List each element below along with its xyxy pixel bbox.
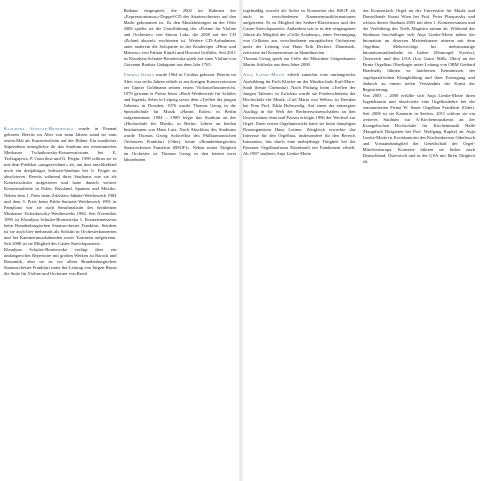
- person-name-klaudyna: Klaudyna Schulze-Broniewska: [4, 126, 74, 131]
- paragraph: regelmäßig sowohl als Solist in Konzerten des BSOF als auch in verschiedenen Kammermusikformationen aufgetreten. Er ist Mitglied des Seibert-Klaviertrios und des Caster-Streichquartetts. Außerdem war er in den vergangenen Jahren als Mitglied der »Cello-Academy«, einer Vereinigung von Cellisten aus verschiedenen europäischen Orchestern unter der Leitung von Hans Erik Deckert, Dänemark, zeitweise auf Konzertreisen in Skandinavien.: [243, 8, 356, 56]
- paragraph-text: erhielt zunächst eine umfangreiche Ausbildung im Fach Klavier an der Musikschule Karl-Marx-Stadt (heute Chemnitz). Nach Prüfung beim »Treffen der Jungen Talente« in Zwickau wurde sie Förderschülerin der Hochschule für Musik »Carl Maria von Weber« in Dresden bei Frau Prof. Edda Hohrwedig. Auf einen der entsorgten Ausflug in die Welt der Rechnerwissenschaften an den Universitäten Jena und Passau erfolgte 1996 der Wechsel zur Orgel. Ihren ersten Orgelunterricht hatte sie beim damaligen Domorganisten Hans Leitner. Zeitgleich erwachte das Interesse für den Orgelbau, insbesondere für den Bereich Intonation, das durch eine mehrjährige Tätigkeit bei der Passauer Orgelbaufirma Eisenbarth ein Fundament erhielt. Ab 1997 studierte Anja Lieske-Motte: [243, 72, 356, 157]
- bio-paragraph-anja: [243, 72, 356, 157]
- column-4: [363, 4, 476, 481]
- column-1: [4, 4, 117, 481]
- column-3: [243, 4, 356, 481]
- paragraph: Thomas Georg spielt ein Cello der Münchner Geigenbauers Martin Schleske aus dem Jahre 2008.: [243, 56, 356, 68]
- paragraph-text: wurde in Poznań geboren. Bereits im Alter von neun Jahren stand sie zum ersten Mal als Konzertsolistin auf der Bühne. Ein staatliches Stipendium ermöglichte ihr das Studium am renommierten Moskauer Tschaikowsky-Konservatorium bei E. Tschugajewa, P. Gawrilow und G. Feigin. 1990 schloss sie es mit dem Prädikat »ausgezeichnet« ab, um dort anschließend noch ein dreijähriges Solisten-Studium bei G. Feigin zu absolvieren. Bereits während ihres Studiums war sie als Konzertsolistin aufgetreten und hatte danach weitere Konzertauftritte in Polen, Russland, Spanien und Mexiko. Neben dem 1. Preis beim Zdzislaw-Jahnke-Wettbewerb 1984 und dem 3. Preis beim Pablo-Sarasate-Wettbewerb 1991 in Pamplona war sie auch Semifinalistin des berühmten Moskauer Tschaikowsky-Wettbewerbs 1994. Seit November 1995 ist Klaudyna Schulze-Broniewska 1. Konzertmeisterin beim Brandenburgischen Staatsorchester Frankfurt. Seitdem ist sie auch hier mehrmals als Solistin in Orchesterkonzerten und bei Kammermusikabenden sowie Tourneen aufgetreten. Seit 2008 ist sie Mitglied des Caster-Streichquartetts.: [4, 126, 117, 246]
- paragraph: Von 2003 – 2008 erfüllte sich Anja Lieske-Motte ihren Jugendtraum und absolvierte eine Orgelbaulehre bei der renommierten Firma W. Sauer Orgelbau Frankfurt (Oder). Seit 2008 ist sie Kantorin in Seelow. 2011 schloss sie ein weiteres Studium zur A-Kirchenmusikerin an der Evangelischen Hochschule für Kirchenmusik Halle (Hauptfach Dirigieren bei Prof. Wolfgang Kupke) ab. Anja Lieske-Motte ist Kreiskantorin des Kirchenkreises Oderbruch und Vorstandsmitglied der Gesellschaft der Orgel-Mittelosteuropa. Konzerte führten sie bisher nach Deutschland, Österreich und in die USA mit Ihren Tätigkeit als: [362, 92, 475, 165]
- paragraph: Klaudyna Schulze-Broniewska verfügt über ein umfangreiches Repertoire mit großen Werken zu Barock und Romantik, aber sie ist vor allem Brandenburgischen Staatsorchester Frankfurt unter der Leitung von Jürgen Bruns die Suite für Violine und Orchester von Ravel: [4, 246, 117, 277]
- text-columns: [4, 4, 475, 481]
- paragraph-text: wurde 1964 in Cottbus geboren. Bereits im Alter von sechs Jahren erhielt er am dortigen Konservatorium bei Günter Goldmann seinen ersten Violoncellounterricht. 1979 gewann er Preise beim »Bach-Wettbewerb für Schüler und Jugend« Sehrs in Leipzig sowie dem »Treffen der jungen Talente« in Dresden. 1976 wurde Thomas Georg in die Spezialschule für Musik »Hanns Eisler« in Berlin aufgenommen. 1984 – 1989 folgte das Studium an der »Hochschule für Musik« in Berlin; Lehrer an beiden Institutionen war Hans Lutz. Nach Abschluss des Studiums wurde Thomas Georg Solocellist des Philharmonischen Orchesters Frankfurt (Oder), heute »Brandenburgisches Staatsorchester Frankfurt (BSOF)«. Neben seiner Tätigkeit im Orchester ist Thomas Georg in den letzten zwei Jahrzehnten: [123, 72, 236, 163]
- person-name-anja: Anja Lieske-Motte: [243, 72, 285, 78]
- column-2: [124, 4, 237, 481]
- paragraph: das Konzertfach Orgel an der Universität für Musik und Darstellende Kunst Wien bei Prof. Peter Planyavsky und schloss dieses Studium 2003 mit dem 1. Konzertexamen und der Verleihung des Titels Magistra artium ab. Während des Studiums beschäftigte sich Anja Lieske-Motte neben der Intonation an diversen Meisterkursen unterm mit dem Orgelbau. Mehrwöchige bis mehrmonatige Intonationsaufenthalte in Italien (Domorgel Treviso), Österreich und den USA (Los Gatos Mills, Ohio) an der Firma Orgelbau Oberlinger unter Leitung von OBM Gerhard Hradetzky führten zu fundierten Kenntnissen der orgelspezifischen Klangbildung und ihrer Erzeugung und dadurch zu einem tiefen Verständnis der Kunst der Registrierung.: [362, 8, 475, 92]
- person-name-thomas: Thomas Georg: [123, 72, 155, 78]
- paragraph: Rathaus eingespielt, die 2002 im Rahmen der »Expressionismus«-Doppel-CD des Staatsorchesters auf den Markt gekommen ist. Zu den Musikbeiträgen an der Oder 2008 spielte sie die Uraufführung des »Poème für Violine und Orchester« von Simon Laks, die 2008 auf der CD »Poland abroad« erschienen ist. Weitere CD-Aufnahmen, unter anderem die Solopartie in der Kinderoper »Hexe und Maestro« von Fabian Künzli und Howard Griffiths. Seit 2011 ist Klaudyna Schulze-Broniewska spielt auf einer Violine von Giovanni Battista Gadagnini aus dem Jahr 1765.: [123, 8, 236, 68]
- bio-paragraph-thomas: [124, 72, 237, 163]
- bio-paragraph-klaudyna: [4, 126, 117, 247]
